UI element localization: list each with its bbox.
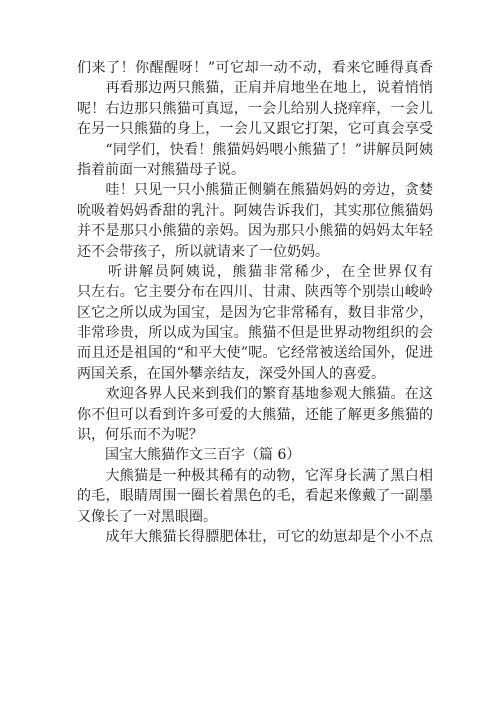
text-line: 指着前面一对熊猫母子说。 — [77, 161, 245, 178]
text-line: 呢！右边那只熊猫可真逗，一会儿给别人挠痒痒，一会儿 — [77, 100, 433, 117]
text-line: 在另一只熊猫的身上，一会儿又跟它打架，它可真会享受 — [77, 121, 433, 138]
text-line: 成年大熊猫长得膘肥体壮，可它的幼崽却是个小不点 — [105, 528, 433, 545]
text-line: 听讲解员阿姨说，熊猫非常稀少，在全世界仅有 — [108, 263, 433, 280]
text-line: 区它之所以成为国宝，是因为它非常稀有，数目非常少， — [77, 304, 433, 321]
text-line: 再看那边两只熊猫，正肩并肩地坐在地上，说着悄悄 — [105, 80, 433, 97]
text-line: 非常珍贵，所以成为国宝。熊猫不但是世界动物组织的会 — [77, 325, 433, 342]
text-line: 又像长了一对黑眼圈。 — [77, 508, 217, 525]
document-page — [77, 58, 433, 547]
section-heading: 国宝大熊猫作文三百字（篇 6） — [77, 447, 301, 464]
text-line: 大熊猫是一种极其稀有的动物，它浑身长满了黑白相 — [105, 467, 433, 484]
text-line: 还不会带孩子，所以就请来了一位奶妈。 — [77, 243, 329, 260]
text-line: 们来了！你醒醒呀！”可它却一动不动，看来它睡得真香 — [77, 60, 433, 76]
text-line: 你不但可以看到许多可爱的大熊猫，还能了解更多熊猫的 — [77, 406, 433, 423]
text-line: “同学们，快看！熊猫妈妈喂小熊猫了！”讲解员阿姨 — [77, 141, 433, 158]
text-line: 只左右。它主要分布在四川、甘肃、陕西等个别崇山峻岭 — [77, 284, 433, 301]
text-line: 欢迎各界人民来到我们的繁育基地参观大熊猫。在这 — [105, 386, 433, 403]
text-line: 哇！只见一只小熊猫正侧躺在熊猫妈妈的旁边，贪婪 — [105, 182, 433, 199]
text-line: 而且还是祖国的“和平大使”呢。它经常被送给国外，促进 — [77, 345, 433, 362]
text-line: 的毛，眼睛周围一圈长着黑色的毛，看起来像戴了一副墨 — [77, 488, 433, 505]
text-line: 两国关系，在国外攀亲结友，深受外国人的喜爱。 — [77, 365, 385, 382]
text-line: 吮吸着妈妈香甜的乳汁。阿姨告诉我们，其实那位熊猫妈 — [77, 202, 433, 219]
text-line: 并不是那只小熊猫的亲妈。因为那只小熊猫的妈妈太年轻 — [77, 223, 433, 240]
text-line: 识，何乐而不为呢？ — [77, 427, 203, 444]
